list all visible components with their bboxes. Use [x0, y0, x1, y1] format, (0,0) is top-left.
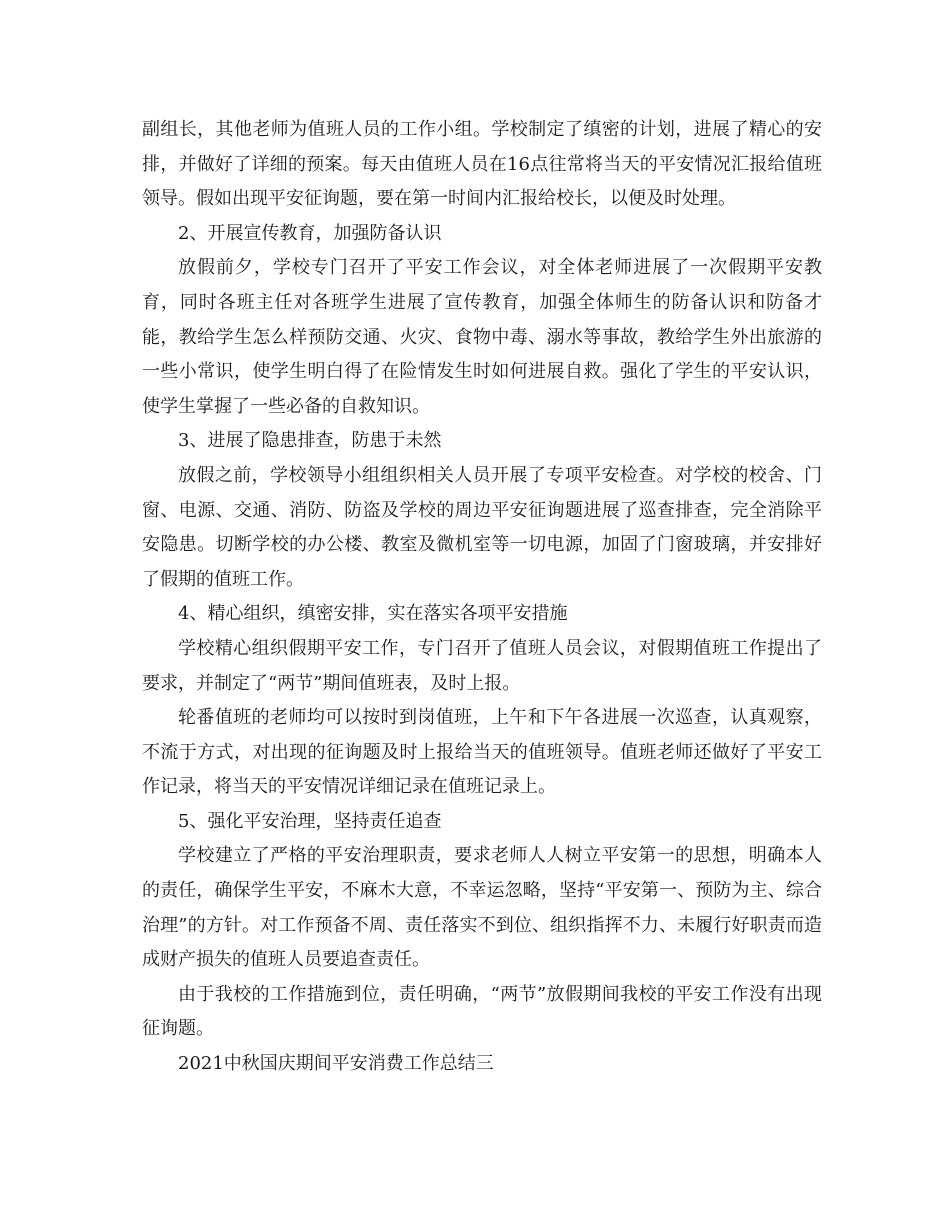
next-section-title: 2021中秋国庆期间平安消费工作总结三	[178, 1053, 494, 1075]
paragraph-hazard-inspection: 放假之前，学校领导小组组织相关人员开展了专项平安检查。对学校的校舍、门窗、电源、交通、消防、防盗及学校的周边平安征询题进展了巡查排查，完全消除平安隐患。切断学校的办公楼、教室及微机室等一切电源，加固了门窗玻璃，并安排好了假期的值班工作。	[142, 464, 822, 590]
document-body	[142, 113, 822, 1082]
paragraph-duty-rotation: 轮番值班的老师均可以按时到岗值班，上午和下午各进展一次巡查，认真观察，不流于方式，对出现的征询题及时上报给当天的值班领导。值班老师还做好了平安工作记录，将当天的平安情况详细记录在值班记录上。	[142, 707, 822, 798]
paragraph-conclusion: 由于我校的工作措施到位，责任明确，“两节”放假期间我校的平安工作没有出现征询题。	[142, 983, 822, 1040]
paragraph-continuation: 副组长，其他老师为值班人员的工作小组。学校制定了缜密的计划，进展了精心的安排，并做好了详细的预案。每天由值班人员在16点往常将当天的平安情况汇报给值班领导。假如出现平安征询题，要在第一时间内汇报给校长，以便及时处理。	[142, 119, 822, 210]
paragraph-duty-organization: 学校精心组织假期平安工作，专门召开了值班人员会议，对假期值班工作提出了要求，并制定了“两节”期间值班表，及时上报。	[142, 637, 822, 694]
section-heading-2: 2、开展宣传教育，加强防备认识	[178, 222, 442, 244]
section-heading-5: 5、强化平安治理，坚持责任追查	[178, 810, 442, 832]
section-heading-3: 3、进展了隐患排查，防患于未然	[178, 430, 442, 452]
paragraph-publicity-education: 放假前夕，学校专门召开了平安工作会议，对全体老师进展了一次假期平安教育，同时各班主任对各班学生进展了宣传教育，加强全体师生的防备认识和防备才能，教给学生怎么样预防交通、火灾、食物中毒、溺水等事故，教给学生外出旅游的一些小常识，使学生明白得了在险情发生时如何进展自救。强化了学生的平安认识，使学生掌握了一些必备的自救知识。	[142, 257, 822, 417]
section-heading-4: 4、精心组织，缜密安排，实在落实各项平安措施	[178, 603, 568, 625]
paragraph-responsibility: 学校建立了严格的平安治理职责，要求老师人人树立平安第一的思想，明确本人的责任，确保学生平安，不麻木大意，不幸运忽略，坚持“平安第一、预防为主、综合治理”的方针。对工作预备不周、责任落实不到位、组织指挥不力、未履行好职责而造成财产损失的值班人员要追查责任。	[142, 845, 822, 971]
